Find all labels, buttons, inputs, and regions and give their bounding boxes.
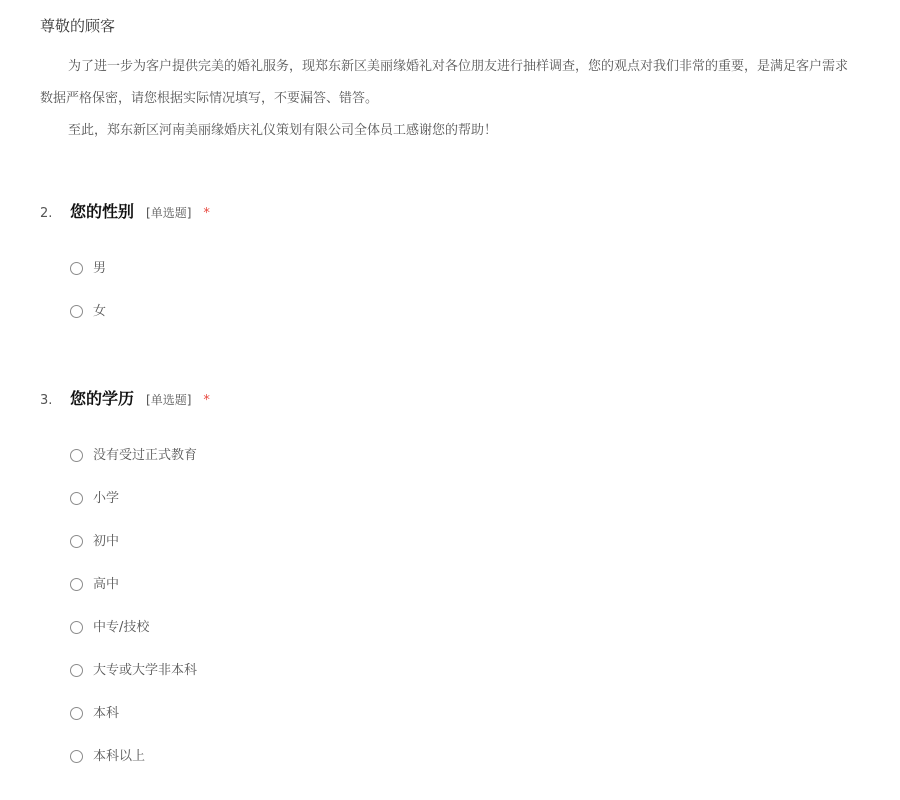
option-list (70, 444, 197, 788)
radio-circle-icon[interactable] (70, 664, 83, 677)
option-above-bachelor[interactable] (70, 745, 197, 788)
required-mark: * (203, 206, 210, 221)
option-junior-high[interactable] (70, 530, 197, 573)
question-education (40, 387, 860, 764)
radio-circle-icon[interactable] (70, 492, 83, 505)
option-label: 没有受过正式教育 (93, 448, 198, 463)
question-title: 您的学历 (70, 389, 135, 408)
question-number: 3. (40, 393, 53, 408)
required-mark: * (203, 393, 210, 408)
radio-circle-icon[interactable] (70, 305, 83, 318)
option-label: 中专/技校 (93, 620, 150, 635)
option-label: 高中 (93, 577, 120, 592)
option-label: 大专或大学非本科 (93, 663, 198, 678)
option-female[interactable] (70, 300, 106, 343)
radio-circle-icon[interactable] (70, 535, 83, 548)
option-label: 女 (93, 304, 107, 319)
radio-circle-icon[interactable] (70, 621, 83, 634)
question-type: [单选题] (146, 393, 192, 407)
radio-circle-icon[interactable] (70, 707, 83, 720)
survey-greeting: 尊敬的顾客 (40, 17, 116, 35)
radio-circle-icon[interactable] (70, 750, 83, 763)
radio-circle-icon[interactable] (70, 578, 83, 591)
option-label: 本科以上 (93, 749, 146, 764)
survey-intro (40, 55, 900, 151)
option-label: 小学 (93, 491, 120, 506)
option-vocational[interactable] (70, 616, 197, 659)
question-number: 2. (40, 206, 53, 221)
option-senior-high[interactable] (70, 573, 197, 616)
intro-line-3: 至此，郑东新区河南美丽缘婚庆礼仪策划有限公司全体员工感谢您的帮助！ (68, 123, 498, 138)
option-label: 本科 (93, 706, 120, 721)
option-no-formal-education[interactable] (70, 444, 197, 487)
option-college-non-bachelor[interactable] (70, 659, 197, 702)
intro-line-2: 数据严格保密，请您根据实际情况填写，不要漏答、错答。 (40, 91, 379, 106)
intro-line-1: 为了进一步为客户提供完美的婚礼服务，现郑东新区美丽缘婚礼对各位朋友进行抽样调查，您的观点对我们非常的重要，是满足客户需求 (68, 59, 849, 74)
option-label: 男 (93, 261, 107, 276)
option-bachelor[interactable] (70, 702, 197, 745)
option-male[interactable] (70, 257, 106, 300)
option-list (70, 257, 106, 343)
option-primary-school[interactable] (70, 487, 197, 530)
radio-circle-icon[interactable] (70, 449, 83, 462)
question-header (40, 387, 860, 411)
option-label: 初中 (93, 534, 120, 549)
radio-circle-icon[interactable] (70, 262, 83, 275)
question-gender (40, 200, 860, 319)
question-type: [单选题] (146, 206, 192, 220)
question-header (40, 200, 860, 224)
question-title: 您的性别 (70, 202, 135, 221)
